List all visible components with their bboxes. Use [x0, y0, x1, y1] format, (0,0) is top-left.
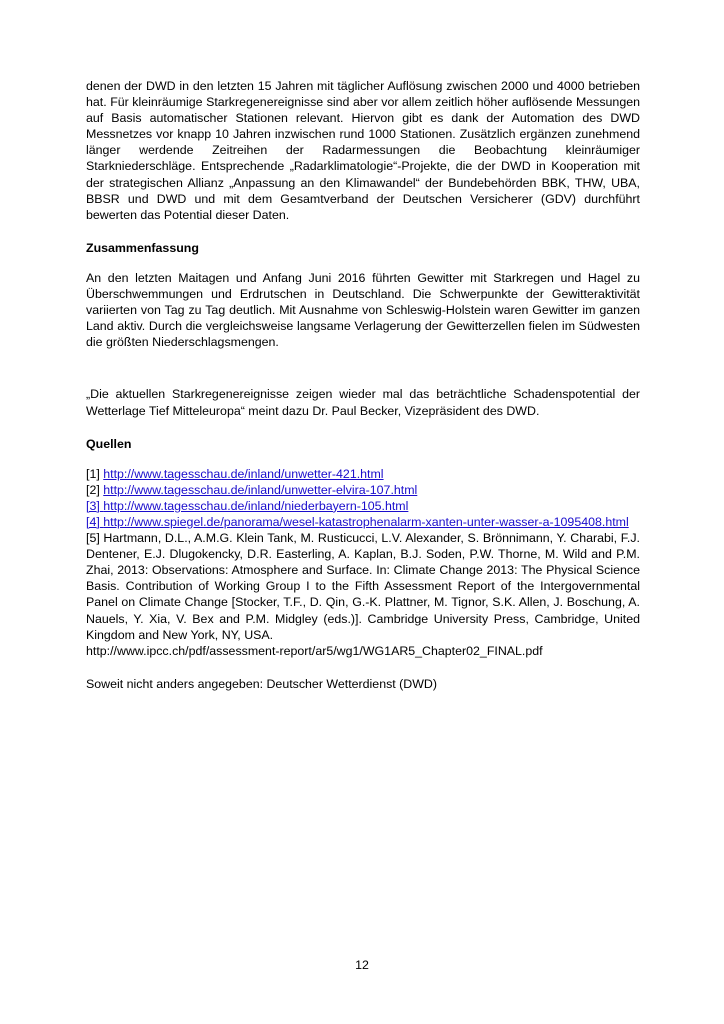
reference-marker: [3] — [86, 498, 100, 513]
reference-link[interactable] — [86, 515, 629, 529]
reference-link[interactable] — [86, 499, 408, 513]
reference-2 — [86, 482, 640, 498]
reference-marker: [2] — [86, 482, 100, 497]
reference-4 — [86, 514, 640, 530]
reference-url: http://www.tagesschau.de/inland/niederbayern-105.html — [103, 498, 409, 513]
intro-paragraph: denen der DWD in den letzten 15 Jahren mit täglicher Auflösung zwischen 2000 und 4000 betrieben hat. Für kleinräumige Starkregenereignisse sind aber vor allem zeitlich höher auflösende Messungen auf Basis automatischer Stationen relevant. Hiervon gibt es dank der Automation des DWD Messnetzes vor knapp 10 Jahren inzwischen rund 1000 Stationen. Zusätzlich ergänzen zunehmend länger werdende Zeitreihen der Radarmessungen die Beobachtung kleinräumiger Starkniederschläge. Entsprechende „Radarklimatologie“-Projekte, die der DWD in Kooperation mit der strategischen Allianz „Anpassung an den Klimawandel“ der Bundebehörden BBK, THW, UBA, BBSR und DWD und mit dem Gesamtverband der Deutschen Versicherer (GDV) durchführt bewerten das Potential dieser Daten. — [86, 79, 640, 222]
reference-marker: [4] — [86, 514, 100, 529]
reference-link[interactable]: http://www.tagesschau.de/inland/unwetter-elvira-107.html — [103, 482, 418, 497]
document-page — [86, 78, 640, 692]
reference-1 — [86, 466, 640, 482]
summary-heading: Zusammenfassung — [86, 240, 199, 255]
reference-marker: [1] — [86, 466, 100, 481]
reference-link[interactable]: http://www.tagesschau.de/inland/unwetter-421.html — [103, 466, 384, 481]
page-number: 12 — [355, 958, 369, 972]
reference-list — [86, 466, 640, 659]
quote-paragraph: „Die aktuellen Starkregenereignisse zeigen wieder mal das beträchtliche Schadenspotential der Wetterlage Tief Mitteleuropa“ meint dazu Dr. Paul Becker, Vizepräsident des DWD. — [86, 387, 640, 418]
reference-5: [5] Hartmann, D.L., A.M.G. Klein Tank, M. Rusticucci, L.V. Alexander, S. Brönnimann, Y. Charabi, F.J. Dentener, E.J. Dlugokencky, D.R. Easterling, A. Kaplan, B.J. Soden, P.W. Thorne, M. Wild and P.M. Zhai, 2013: Observations: Atmosphere and Surface. In: Climate Change 2013: The Physical Science Basis. Contribution of Working Group I to the Fifth Assessment Report of the Intergovernmental Panel on Climate Change [Stocker, T.F., D. Qin, G.-K. Plattner, M. Tignor, S.K. Allen, J. Boschung, A. Nauels, Y. Xia, V. Bex and P.M. Midgley (eds.)]. Cambridge University Press, Cambridge, United Kingdom and New York, NY, USA. — [86, 531, 640, 642]
source-note: Soweit nicht anders angegeben: Deutscher Wetterdienst (DWD) — [86, 676, 438, 691]
reference-3 — [86, 498, 640, 514]
sources-heading: Quellen — [86, 436, 132, 451]
summary-paragraph: An den letzten Maitagen und Anfang Juni 2016 führten Gewitter mit Starkregen und Hagel zu Überschwemmungen und Erdrutschen in Deutschland. Die Schwerpunkte der Gewitteraktivität variierten von Tag zu Tag deutlich. Mit Ausnahme von Schleswig-Holstein waren Gewitter im ganzen Land aktiv. Durch die vergleichsweise langsame Verlagerung der Gewitterzellen fielen im Südwesten die größten Niederschlagsmengen. — [86, 270, 640, 350]
reference-url: http://www.spiegel.de/panorama/wesel-katastrophenalarm-xanten-unter-wasser-a-1095408.html — [103, 514, 629, 529]
reference-5-url: http://www.ipcc.ch/pdf/assessment-report/ar5/wg1/WG1AR5_Chapter02_FINAL.pdf — [86, 643, 543, 658]
